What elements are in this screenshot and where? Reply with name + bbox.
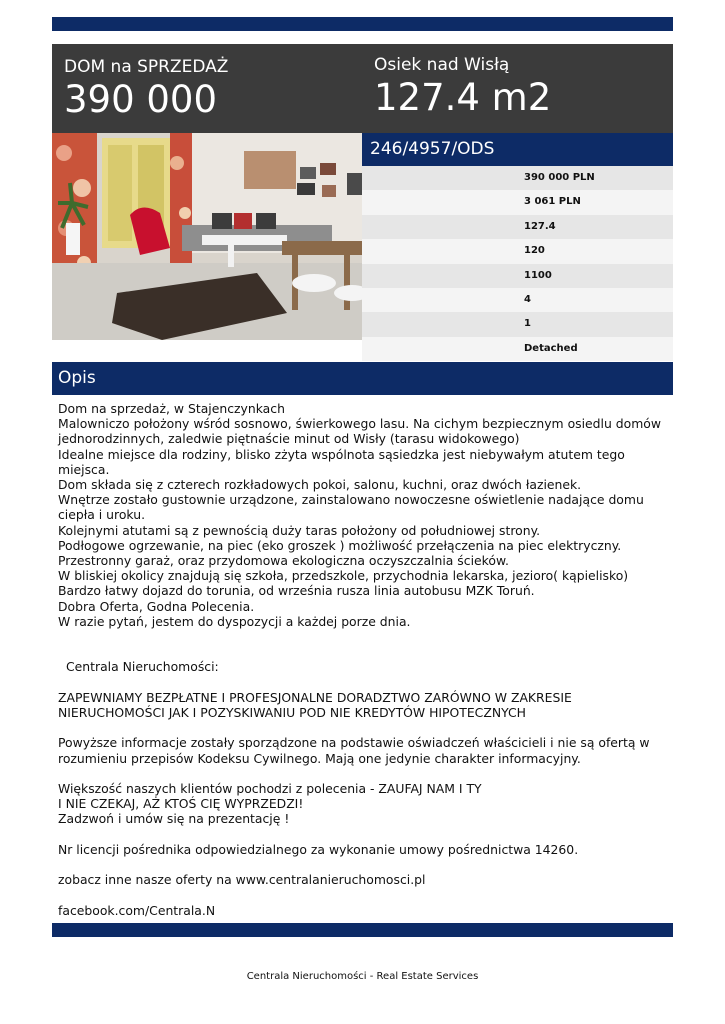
description-line: Kolejnymi atutami są z pewnością duży taras położony od południowej strony. bbox=[58, 522, 541, 538]
listing-header bbox=[52, 44, 673, 133]
top-accent-bar bbox=[52, 17, 673, 31]
header-right bbox=[374, 54, 551, 119]
description-line: Malowniczo położony wśród sosnowo, świerkowego lasu. Na cichym bezpiecznym osiedlu domów bbox=[58, 416, 661, 432]
property-photo bbox=[52, 133, 362, 340]
footer-text: Centrala Nieruchomości - Real Estate Services bbox=[246, 971, 479, 982]
detail-price-per-m2: 3 061 PLN bbox=[362, 190, 673, 214]
disclaimer-line: rozumieniu przepisów Kodeksu Cywilnego. Mają one jedynie charakter informacyjny. bbox=[58, 750, 581, 766]
trust-line: I NIE CZEKAJ, AŻ KTOŚ CIĘ WYPRZEDZI! bbox=[58, 796, 304, 812]
property-type-label: DOM na SPRZEDAŻ bbox=[64, 57, 229, 77]
description-line: miejsca. bbox=[58, 461, 110, 477]
description-line: Dom składa się z czterech rozkładowych pokoi, salonu, kuchni, oraz dwóch łazienek. bbox=[58, 477, 582, 493]
reference-number: 246/4957/ODS bbox=[362, 133, 673, 166]
trust-line: Większość naszych klientów pochodzi z polecenia - ZAUFAJ NAM I TY bbox=[58, 781, 482, 796]
description-line: Przestronny garaż, oraz przydomowa ekologiczna oczyszczalnia ścieków. bbox=[58, 553, 509, 569]
detail-value-7: 1 bbox=[362, 312, 673, 336]
license-number: Nr licencji pośrednika odpowiedzialnego za wykonanie umowy pośrednictwa 14260. bbox=[58, 841, 579, 857]
detail-price: 390 000 PLN bbox=[362, 166, 673, 190]
agency-name: Centrala Nieruchomości: bbox=[66, 659, 219, 675]
description-line: Dom na sprzedaż, w Stajenczynkach bbox=[58, 401, 285, 416]
disclaimer-line: Powyższe informacje zostały sporządzone na podstawie oświadczeń właścicieli i nie są ofertą w bbox=[58, 735, 650, 751]
website-line: zobacz inne nasze oferty na www.centralanieruchomosci.pl bbox=[58, 872, 426, 888]
description-line: jednorodzinnych, zaledwie piętnaście minut od Wisły (tarasu widokowego) bbox=[58, 431, 520, 447]
description-line: Dobra Oferta, Godna Polecenia. bbox=[58, 598, 255, 614]
property-area: 127.4 m2 bbox=[374, 76, 552, 119]
description-line: W razie pytań, jestem do dyspozycji a każdej porze dnia. bbox=[58, 613, 411, 629]
description-heading: Opis bbox=[52, 362, 673, 395]
bottom-accent-bar bbox=[52, 923, 673, 937]
detail-value-5: 1100 bbox=[362, 264, 673, 288]
description-line: Idealne miejsce dla rodziny, blisko zżyta wspólnota sąsiedzka jest niebywałym atutem tego bbox=[58, 446, 625, 462]
property-location: Osiek nad Wisłą bbox=[374, 55, 510, 75]
description-body bbox=[58, 401, 668, 918]
description-line: Podłogowe ogrzewanie, na piec (eko groszek ) możliwość przełączenia na piec elektryczny. bbox=[58, 537, 622, 553]
detail-area: 127.4 bbox=[362, 215, 673, 239]
living-room-photo bbox=[52, 133, 362, 340]
description-line: W bliskiej okolicy znajdują się szkoła, przedszkole, przychodnia lekarska, jezioro( kąpielisko) bbox=[58, 568, 629, 584]
facebook-line: facebook.com/Centrala.N bbox=[58, 902, 216, 918]
details-table bbox=[362, 166, 673, 361]
advisory-line: NIERUCHOMOŚCI JAK I POZYSKIWANIU POD NIE KREDYTÓW HIPOTECZNYCH bbox=[58, 705, 526, 721]
property-price: 390 000 bbox=[64, 78, 218, 121]
detail-value-4: 120 bbox=[362, 239, 673, 263]
advisory-line: ZAPEWNIAMY BEZPŁATNE I PROFESJONALNE DORADZTWO ZARÓWNO W ZAKRESIE bbox=[58, 689, 572, 705]
description-line: Bardzo łatwy dojazd do torunia, od września rusza linia autobusu MZK Toruń. bbox=[58, 583, 535, 599]
detail-value-6: 4 bbox=[362, 288, 673, 312]
description-line: Wnętrze zostało gustownie urządzone, zainstalowano nowoczesne oświetlenie nadające domu bbox=[58, 492, 644, 508]
detail-building-type: Detached bbox=[362, 337, 673, 361]
description-line: ciepła i uroku. bbox=[58, 507, 146, 523]
trust-line: Zadzwoń i umów się na prezentację ! bbox=[58, 811, 290, 827]
header-left bbox=[64, 56, 228, 121]
